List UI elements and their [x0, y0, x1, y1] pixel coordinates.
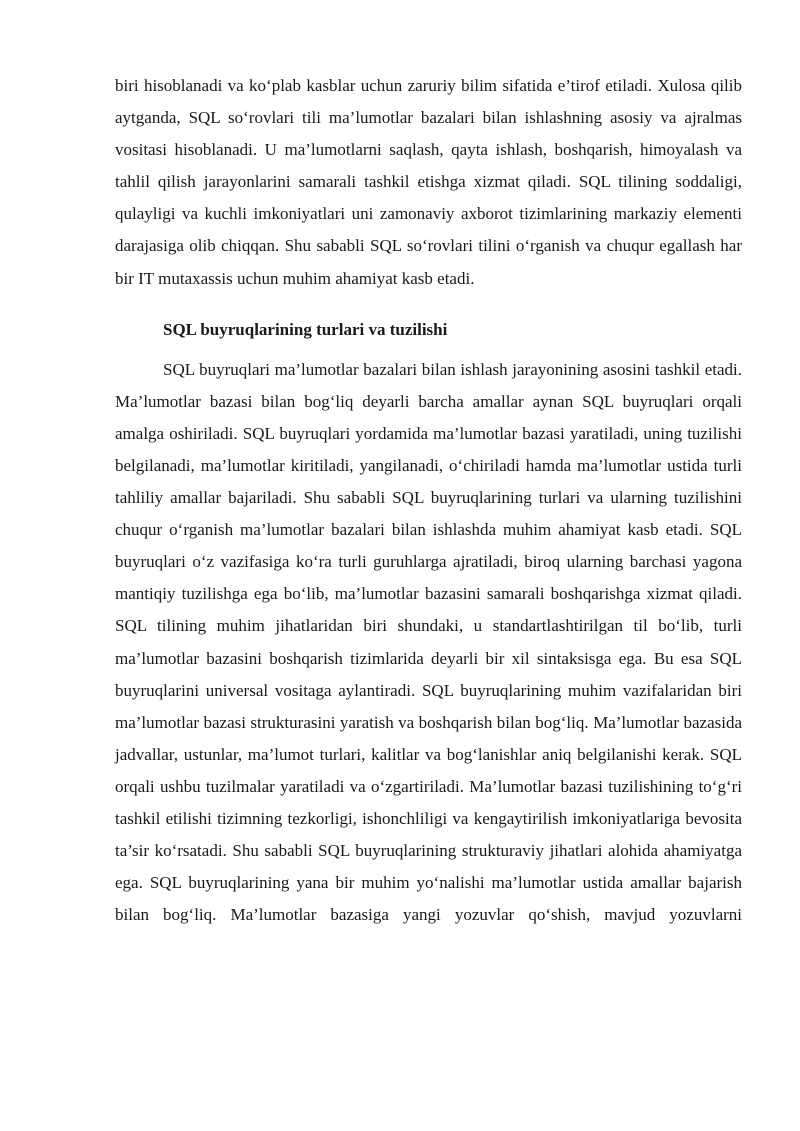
body-paragraph: SQL buyruqlari ma’lumotlar bazalari bilan ishlash jarayonining asosini tashkil etadi. Ma’lumotlar bazasi bilan bog‘liq deyarli barcha amallar aynan SQL buyruqlari orqali amalga oshiriladi. SQL buyruqlari yordamida ma’lumotlar bazasi yaratiladi, uning tuzilishi belgilanadi, ma’lumotlar kiritiladi, yangilanadi, o‘chiriladi hamda ma’lumotlar ustida turli tahliliy amallar bajariladi. Shu sababli SQL buyruqlarining turlari va ularning tuzilishini chuqur o‘rganish ma’lumotlar bazalari bilan ishlashda muhim ahamiyat kasb etadi. SQL buyruqlari o‘z vazifasiga ko‘ra turli guruhlarga ajratiladi, biroq ularning barchasi yagona mantiqiy tuzilishga ega bo‘lib, ma’lumotlar bazasini samarali boshqarishga xizmat qiladi. SQL tilining muhim jihatlaridan biri shundaki, u standartlashtirilgan til bo‘lib, turli ma’lumotlar bazasini boshqarish tizimlarida deyarli bir xil sintaksisga ega. Bu esa SQL buyruqlarini universal vositaga aylantiradi. SQL buyruqlarining muhim vazifalaridan biri ma’lumotlar bazasi strukturasini yaratish va boshqarish bilan bog‘liq. Ma’lumotlar bazasida jadvallar, ustunlar, ma’lumot turlari, kalitlar va bog‘lanishlar aniq belgilanishi kerak. SQL orqali ushbu tuzilmalar yaratiladi va o‘zgartiriladi. Ma’lumotlar bazasi tuzilishining to‘g‘ri tashkil etilishi tizimning tezkorligi, ishonchliligi va kengaytirilish imkoniyatlariga bevosita ta’sir ko‘rsatadi. Shu sababli SQL buyruqlarining strukturaviy jihatlari alohida ahamiyatga ega. SQL buyruqlarining yana bir muhim yo‘nalishi ma’lumotlar ustida amallar bajarish bilan bog‘liq. Ma’lumotlar bazasiga yangi yozuvlar qo‘shish, mavjud yozuvlarni: [115, 359, 742, 925]
body-paragraph: biri hisoblanadi va ko‘plab kasblar uchun zaruriy bilim sifatida e’tirof etiladi. Xulosa qilib aytganda, SQL so‘rovlari tili ma’lumotlar bazalari bilan ishlashning asosiy va ajralmas vositasi hisoblanadi. U ma’lumotlarni saqlash, qayta ishlash, boshqarish, himoyalash va tahlil qilish jarayonlarini samarali tashkil etishga xizmat qiladi. SQL tilining soddaligi, qulayligi va kuchli imkoniyatlari uni zamonaviy axborot tizimlarining markaziy elementi darajasiga olib chiqqan. Shu sababli SQL so‘rovlari tilini o‘rganish va chuqur egallash har bir IT mutaxassis uchun muhim ahamiyat kasb etadi.: [115, 76, 742, 288]
section-heading: SQL buyruqlarining turlari va tuzilishi: [163, 319, 448, 339]
